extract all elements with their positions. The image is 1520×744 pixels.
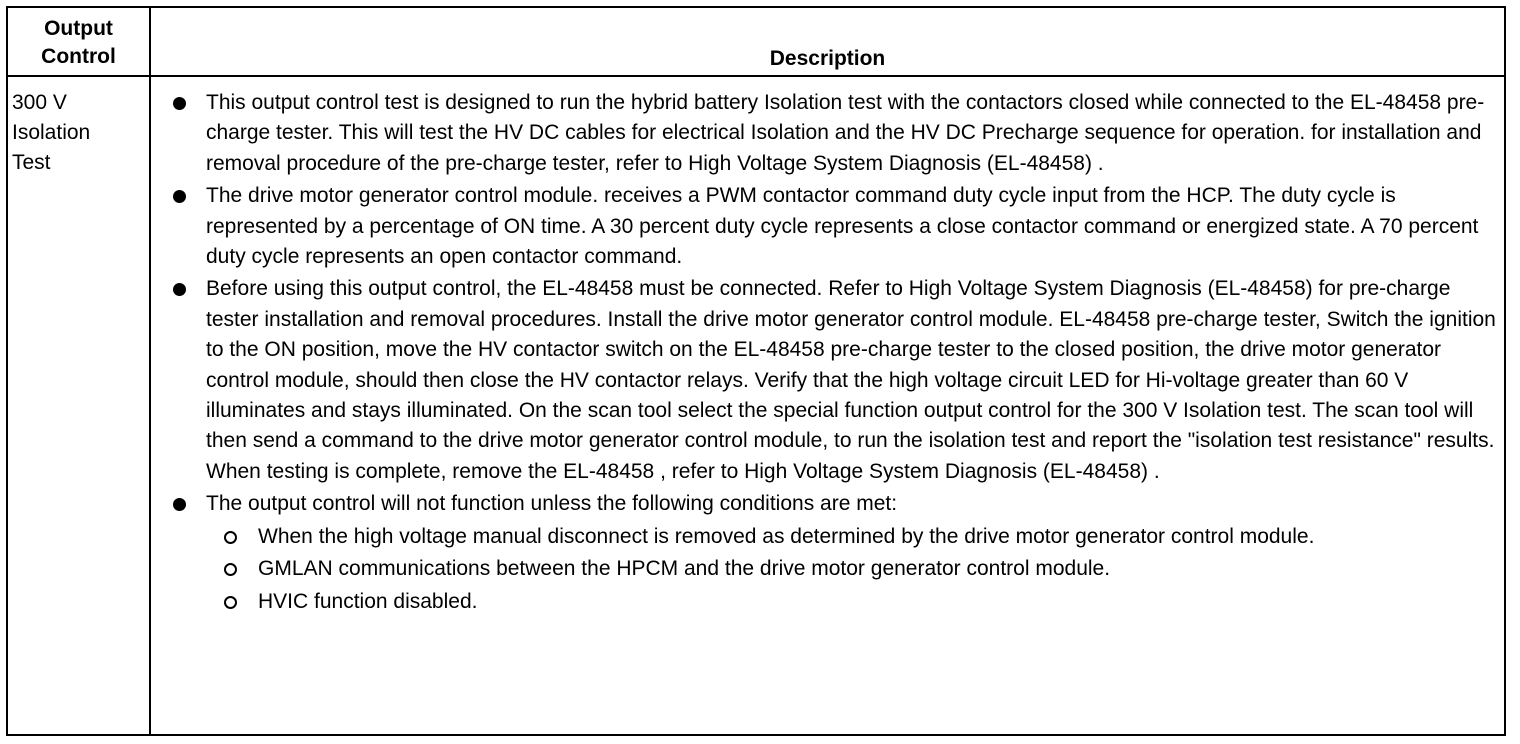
sub-list-item xyxy=(151,554,1504,584)
header-output-control-line1: Output xyxy=(44,17,113,40)
header-divider xyxy=(8,75,1504,77)
list-item xyxy=(151,181,1504,272)
bullet-text: The drive motor generator control module. receives a PWM contactor command duty cycle input from the HCP. The duty cycle is represented by a percentage of ON time. A 30 percent duty cycle represents a close contactor command or energized state. A 70 percent duty cycle represents an open contactor command. xyxy=(206,184,1479,269)
bullet-dot-icon xyxy=(173,97,186,110)
bullet-circle-icon xyxy=(224,596,237,609)
list-item xyxy=(151,489,1504,519)
control-name-cell xyxy=(12,88,147,178)
header-output-control-line2: Control xyxy=(41,45,116,68)
control-name-line3: Test xyxy=(12,151,51,174)
sub-bullet-text: When the high voltage manual disconnect is removed as determined by the drive motor generator control module. xyxy=(258,524,1315,548)
sub-list-item xyxy=(151,522,1504,552)
list-item xyxy=(151,274,1504,487)
bullet-text: The output control will not function unless the following conditions are met: xyxy=(206,492,898,516)
control-name-line2: Isolation xyxy=(12,121,91,144)
bullet-text: This output control test is designed to run the hybrid battery Isolation test with the contactors closed while connected to the EL-48458 pre-charge tester. This will test the HV DC cables for electrical Isolation and the HV DC Precharge sequence for operation. for installation and removal procedure of the pre-charge tester, refer to High Voltage System Diagnosis (EL-48458) . xyxy=(206,91,1485,175)
sub-list-item xyxy=(151,587,1504,617)
output-control-table xyxy=(6,6,1506,736)
description-cell xyxy=(151,88,1504,619)
list-item xyxy=(151,88,1504,179)
sub-bullet-text: GMLAN communications between the HPCM and the drive motor generator control module. xyxy=(258,557,1111,581)
bullet-dot-icon xyxy=(173,283,186,296)
bullet-dot-icon xyxy=(173,498,186,511)
bullet-dot-icon xyxy=(173,190,186,203)
bullet-circle-icon xyxy=(224,563,237,576)
bullet-circle-icon xyxy=(224,531,237,544)
header-description: Description xyxy=(769,47,886,70)
bullet-text: Before using this output control, the EL-48458 must be connected. Refer to High Voltage System Diagnosis (EL-48458) for pre-charge tester installation and removal procedures. Install the drive motor generator control module. EL-48458 pre-charge tester, Switch the ignition to the ON position, move the HV contactor switch on the EL-48458 pre-charge tester to the closed position, the drive motor generator control module, should then close the HV contactor relays. Verify that the high voltage circuit LED for Hi-voltage greater than 60 V illuminates and stays illuminated. On the scan tool select the special function output control for the 300 V Isolation test. The scan tool will then send a command to the drive motor generator control module, to run the isolation test and report the "isolation test resistance" results. When testing is complete, remove the EL-48458 , refer to High Voltage System Diagnosis (EL-48458) . xyxy=(206,277,1496,483)
control-name-line1: 300 V xyxy=(12,91,67,114)
header-output-control xyxy=(8,15,149,71)
sub-bullet-text: HVIC function disabled. xyxy=(258,589,478,613)
